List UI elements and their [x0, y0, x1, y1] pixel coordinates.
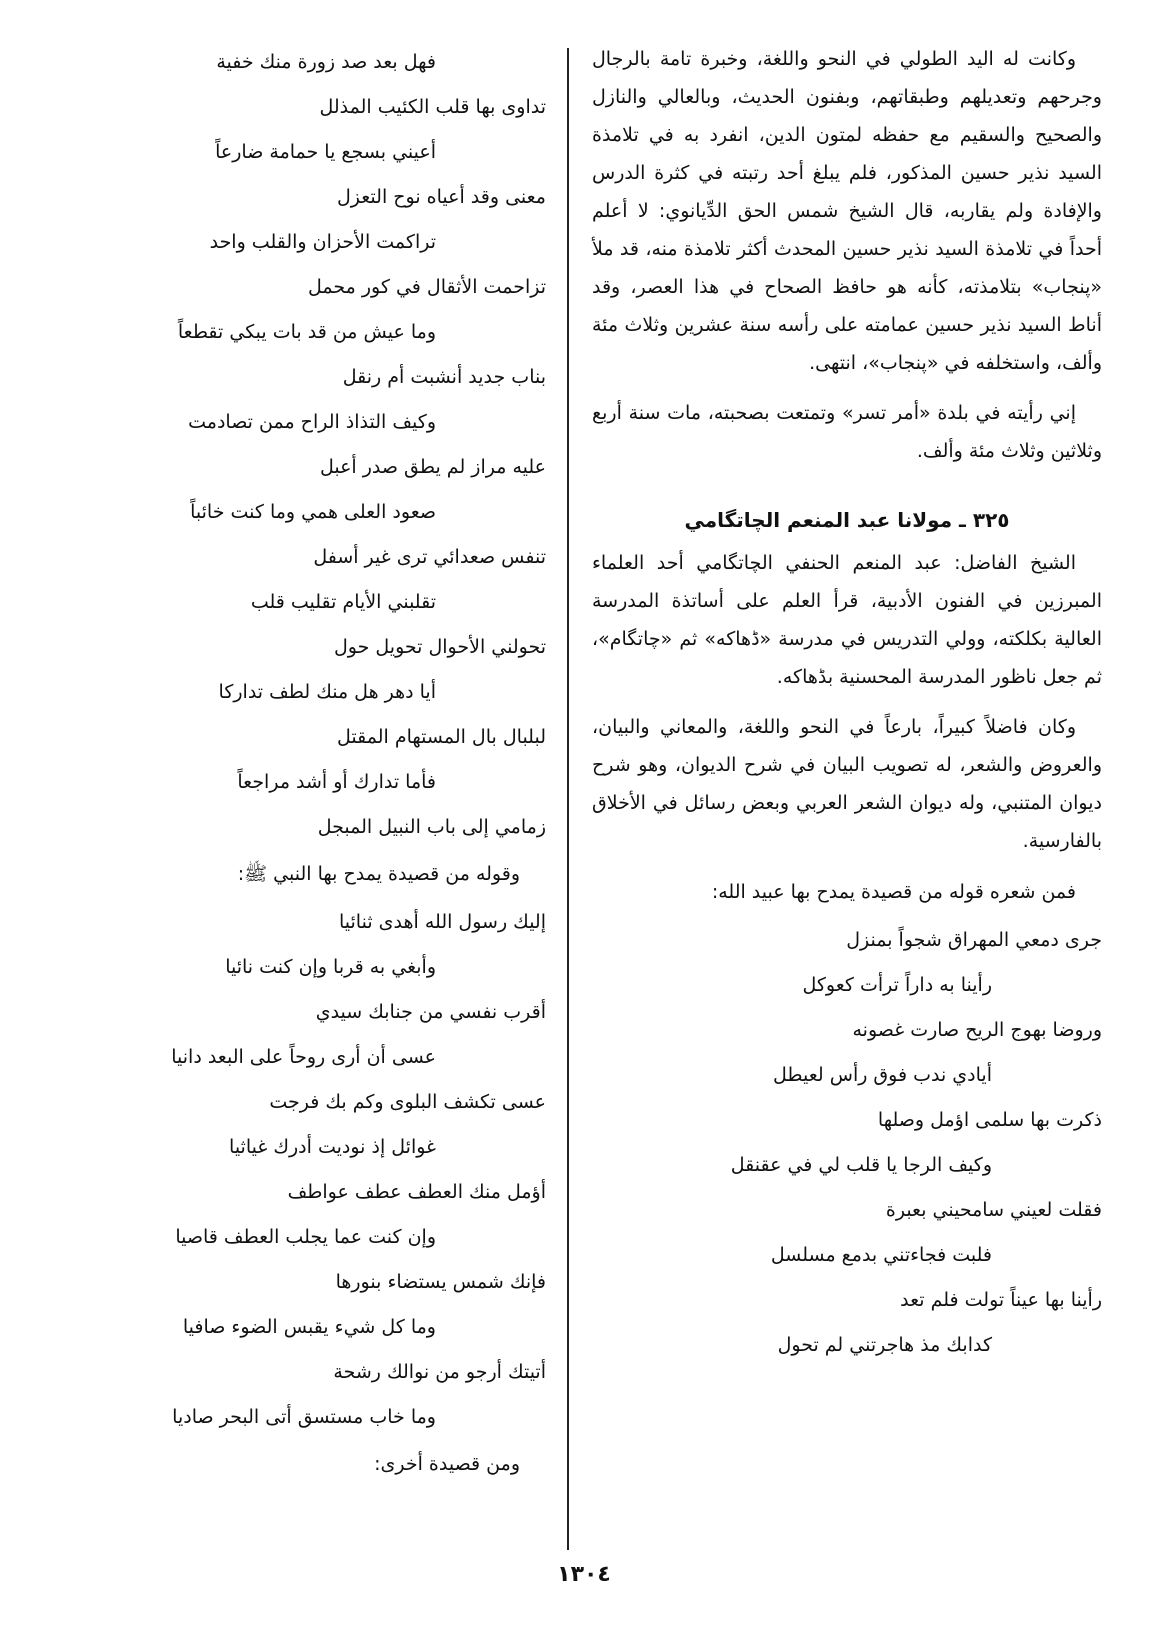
verse-line: عليه مراز لم يطق صدر أعبل [319, 456, 546, 478]
verse-line: غوائل إذ نوديت أدرك غياثيا [229, 1136, 436, 1158]
praise-poem-verses [48, 900, 546, 1440]
poem-intro: فمن شعره قوله من قصيدة يمدح بها عبيد الله: [711, 881, 1076, 903]
verse-line: فهل بعد صد زورة منك خفية [216, 51, 436, 73]
paragraph: الشيخ الفاضل: عبد المنعم الحنفي الچاتگامي أحد العلماء المبرزين في الفنون الأدبية، قرأ العلم على أساتذة المدرسة العالية بكلكته، وولي التدريس في مدرسة «ڈهاكه» ثم «چاتگام»، ثم جعل ناظور المدرسة المحسنية بڈهاكه. [592, 552, 1102, 688]
verse-line: لبلبال بال المستهام المقتل [337, 726, 546, 748]
poem-verses [592, 918, 1102, 1368]
biography-text-top [592, 40, 1102, 470]
verse-line: وإن كنت عما يجلب العطف قاصيا [175, 1226, 436, 1248]
verse-line: تداوى بها قلب الكئيب المذلل [319, 96, 546, 118]
left-column [48, 40, 546, 1490]
verse-line: أؤمل منك العطف عطف عواطف [287, 1181, 546, 1203]
poem-verses-continued [48, 40, 546, 850]
verse-line: فإنك شمس يستضاء بنورها [335, 1271, 546, 1293]
entry-heading: ٣٢٥ ـ مولانا عبد المنعم الچاتگامي [684, 508, 1010, 532]
verse-line: فأما تدارك أو أشد مراجعاً [237, 771, 436, 793]
verse-line: أقرب نفسي من جنابك سيدي [315, 1001, 546, 1023]
verse-line: زمامي إلى باب النبيل المبجل [317, 816, 546, 838]
page-number: ١٣٠٤ [557, 1562, 611, 1587]
verse-line: تراكمت الأحزان والقلب واحد [209, 231, 436, 253]
verse-line: عسى تكشف البلوى وكم بك فرجت [269, 1091, 546, 1113]
poem-intro: وقوله من قصيدة يمدح بها النبي ﷺ: [237, 863, 520, 885]
verse-line: وما عيش من قد بات يبكي تقطعاً [177, 321, 436, 343]
column-divider [567, 48, 569, 1550]
verse-line: عسى أن أرى روحاً على البعد دانيا [171, 1046, 436, 1068]
verse-line: وكيف التذاذ الراح ممن تصادمت [188, 411, 436, 433]
biography-text-bottom [592, 544, 1102, 860]
paragraph: وكان فاضلاً كبيراً، بارعاً في النحو واللغة، والمعاني والبيان، والعروض والشعر، له تصويب البيان في شرح الديوان، وهو شرح ديوان المتنبي، وله ديوان الشعر العربي وبعض رسائل في الأخلاق بالفارسية. [592, 716, 1102, 852]
poem-intro: ومن قصيدة أخرى: [374, 1453, 520, 1475]
verse-line: تحولني الأحوال تحويل حول [333, 636, 546, 658]
verse-line: أتيتك أرجو من نوالك رشحة [333, 1361, 546, 1383]
verse-line: جرى دمعي المهراق شجواً بمنزل [846, 929, 1102, 951]
verse-line: وأبغي به قربا وإن كنت نائيا [225, 956, 436, 978]
verse-line: بناب جديد أنشبت أم رنقل [342, 366, 546, 388]
paragraph: وكانت له اليد الطولي في النحو واللغة، وخبرة تامة بالرجال وجرحهم وتعديلهم وطبقاتهم، وبفنون الحديث، وبالعالي والنازل والصحيح والسقيم مع حفظه لمتون الدين، انفرد به في تلامذة السيد نذير حسين المذكور، فلم يبلغ أحد رتبته في كثرة الدرس والإفادة ولم يقاربه، قال الشيخ شمس الحق الدِّيانوي: لا أعلم أحداً في تلامذة السيد نذير حسين المحدث أكثر تلامذة منه، قد ملأ «پنجاب» بتلامذته، كأنه هو حافظ الصحاح في هذا العصر، وقد أناط السيد نذير حسين عمامته على رأسه سنة عشرين وثلاث مئة وألف، واستخلفه في «پنجاب»، انتهى. [592, 48, 1102, 374]
verse-line: وكيف الرجا يا قلب لي في عقنقل [730, 1154, 992, 1176]
verse-line: إليك رسول الله أهدى ثنائيا [339, 911, 546, 933]
verse-line: أيا دهر هل منك لطف تداركا [218, 681, 436, 703]
verse-line: فلبت فجاءتني بدمع مسلسل [770, 1244, 992, 1266]
verse-line: ذكرت بها سلمى اؤمل وصلها [877, 1109, 1102, 1131]
verse-line: فقلت لعيني سامحيني بعبرة [885, 1199, 1102, 1221]
verse-line: تنفس صعدائي ترى غير أسفل [313, 546, 546, 568]
verse-line: تزاحمت الأثقال في كور محمل [308, 276, 546, 298]
verse-line: وما كل شيء يقبس الضوء صافيا [182, 1316, 436, 1338]
verse-line: أيادي ندب فوق رأس لعيطل [773, 1064, 992, 1086]
verse-line: أعيني بسجع يا حمامة ضارعاً [215, 141, 436, 163]
verse-line: وما خاب مستسق أتى البحر صاديا [172, 1406, 436, 1428]
verse-line: صعود العلى همي وما كنت خائباً [190, 501, 436, 523]
paragraph: إني رأيته في بلدة «أمر تسر» وتمتعت بصحبته، مات سنة أربع وثلاثين وثلاث مئة وألف. [592, 402, 1102, 462]
verse-line: رأينا بها عيناً تولت فلم تعد [900, 1289, 1102, 1311]
verse-line: رأينا به داراً ترأت كعوكل [802, 974, 992, 996]
verse-line: كدابك مذ هاجرتني لم تحول [777, 1334, 992, 1356]
verse-line: معنى وقد أعياه نوح التعزل [336, 186, 546, 208]
verse-line: وروضا بهوج الريح صارت غصونه [852, 1019, 1102, 1041]
right-column [592, 40, 1102, 1368]
verse-line: تقلبني الأيام تقليب قلب [250, 591, 436, 613]
